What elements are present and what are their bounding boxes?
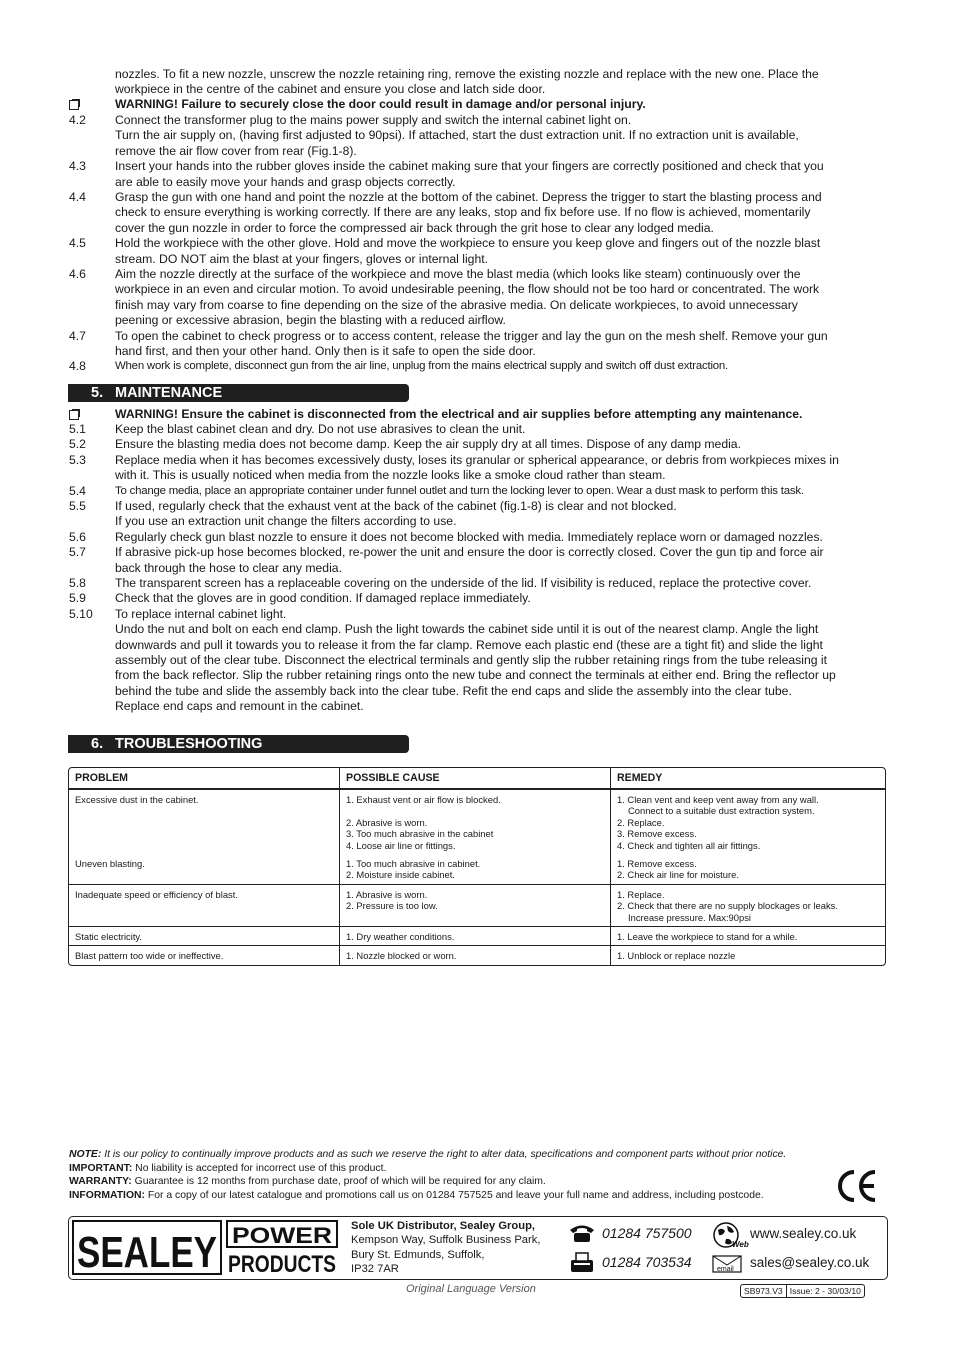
item-text-line: check to ensure everything is working correctly. If there are any leaks, stop and fix before use. If no flow is achieved, momentarily — [115, 205, 811, 220]
problem-cell — [69, 926, 339, 945]
item-number: 5.3 — [69, 452, 86, 467]
cell-line: Inadequate speed or efficiency of blast. — [75, 888, 238, 900]
remedy-cell — [610, 926, 885, 945]
cell-line: 2. Check air line for moisture. — [617, 869, 739, 881]
item-text-line: peening or excessive abrasion, begin the blasting with a reduced airflow. — [115, 313, 506, 328]
section-title: MAINTENANCE — [115, 385, 223, 401]
item-text-line: back through the hose to clear any media. — [115, 560, 342, 575]
item-text — [115, 499, 887, 530]
cell-line: 1. Replace. — [617, 888, 665, 900]
svg-text:POWER: POWER — [232, 1223, 333, 1248]
cell-line: Excessive dust in the cabinet. — [75, 794, 199, 805]
remedy-cell — [610, 945, 885, 964]
item-number: 4.2 — [69, 113, 86, 127]
cell-line: 1. Leave the workpiece to stand for a while. — [617, 931, 798, 943]
item-text — [115, 437, 887, 452]
item-text-line: assembly out of the clear tube. Disconnect the electrical terminals and gently slip the rubber retaining rings from the tube releasing it — [115, 653, 827, 668]
item-text-line: Turn the air supply on, (having first adjusted to 90psi). If attached, start the dust extraction unit. If no extraction unit is available, — [115, 128, 799, 143]
cell-line: Blast pattern too wide or ineffective. — [75, 950, 224, 962]
svg-text:Web: Web — [732, 1240, 749, 1249]
cell-line: 1. Clean vent and keep vent away from any wall. — [617, 794, 819, 805]
address-line: Kempson Way, Suffolk Business Park, — [351, 1234, 541, 1247]
item-text-line: To change media, place an appropriate container under funnel outlet and turn the locking lever to open. Wear a dust mask to perform this task. — [115, 484, 804, 497]
section-number: 5. — [91, 385, 104, 401]
cause-cell — [339, 945, 610, 964]
item-text-line: The transparent screen has a replaceable covering on the underside of the lid. If visibility is reduced, replace the protective cover. — [115, 576, 812, 590]
cause-cell — [339, 854, 610, 884]
item-text-line: downwards and pull it towards you to release it from the far clamp. Remove each plastic end (these are a tight fit) and slide the light — [115, 637, 823, 652]
cause-cell — [339, 884, 610, 926]
website-link[interactable]: www.sealey.co.uk — [750, 1226, 857, 1241]
item-text-line: If used, regularly check that the exhaust vent at the back of the cabinet (fig.1-8) is clear and not blocked. — [115, 499, 677, 513]
original-language-note: Original Language Version — [406, 1283, 536, 1295]
item-text-line: To replace internal cabinet light. — [115, 606, 287, 621]
fax-icon — [568, 1251, 596, 1273]
cell-line: 1. Unblock or replace nozzle — [617, 950, 736, 962]
item-text-line: Ensure the blasting media does not become damp. Keep the air supply dry at all times. Dispose of any damp media. — [115, 437, 741, 452]
item-text-line: Replace media when it has becomes excessively dusty, loses its granular or spherical appearance, or debris from workpieces mixes in — [115, 452, 839, 467]
item-text-line: Aim the nozzle directly at the surface of the workpiece and move the blast media (which looks like steam) continuously over the — [115, 267, 801, 281]
distributor-name: Sole UK Distributor, Sealey Group, — [351, 1220, 536, 1232]
item-number: 5.10 — [69, 606, 93, 621]
item-text — [115, 113, 887, 159]
item-text-line: Insert your hands into the rubber gloves inside the cabinet making sure that your fingers are correctly positioned and check that you — [115, 159, 824, 174]
cell-line: Uneven blasting. — [75, 858, 145, 870]
item-text-line: Grasp the gun with one hand and point the nozzle at the bottom of the cabinet. Depress the trigger to start the blasting process and — [115, 190, 822, 204]
notes-block — [69, 1148, 839, 1202]
item-text — [115, 159, 887, 190]
telephone-icon — [568, 1223, 596, 1243]
cell-line: Connect to a suitable dust extraction system. — [628, 805, 815, 817]
cell-line: 1. Nozzle blocked or worn. — [346, 950, 457, 962]
item-number: 5.9 — [69, 591, 86, 606]
cell-line: 1. Dry weather conditions. — [346, 931, 455, 943]
item-text-line: are able to easily move your hands and grasp objects correctly. — [115, 174, 456, 189]
item-text-line: from the back reflector. Slip the rubber retaining rings onto the new tube and connect the terminals at either end. Bring the reflector up — [115, 668, 836, 683]
svg-text:SEALEY: SEALEY — [77, 1228, 217, 1277]
item-text-line: behind the tube and slide the assembly back into the clear tube. Refit the end caps and slide the assembly into the clear tube. — [115, 683, 792, 698]
item-number: 5.8 — [69, 576, 86, 590]
section-number: 6. — [91, 736, 104, 752]
item-text-line: cover the gun nozzle in order to force the compressed air back through the grit hose to clear any lodged media. — [115, 220, 714, 235]
cell-line: 4. Loose air line or fittings. — [346, 839, 456, 851]
item-text-line: Keep the blast cabinet clean and dry. Do not use abrasives to clean the unit. — [115, 422, 526, 436]
distributor-address — [351, 1219, 540, 1277]
problem-cell — [69, 945, 339, 964]
item-number: 4.3 — [69, 159, 86, 174]
cell-line: 1. Remove excess. — [617, 858, 697, 870]
checkbox-bullet-icon — [69, 100, 79, 110]
note-line: NOTE: It is our policy to continually improve products and as such we reserve the right to alter data, specifications and component parts without prior notice. — [69, 1149, 787, 1160]
sealey-logo — [72, 1220, 222, 1275]
cell-line: 3. Too much abrasive in the cabinet — [346, 828, 494, 840]
cell-line — [346, 805, 604, 816]
item-number: 5.5 — [69, 499, 86, 513]
column-header-cause: POSSIBLE CAUSE — [339, 768, 610, 789]
warranty-line: WARRANTY: Guarantee is 12 months from purchase date, proof of which will be required for any claim. — [69, 1176, 546, 1187]
cell-line: 2. Moisture inside cabinet. — [346, 869, 455, 881]
item-number: 5.1 — [69, 422, 86, 436]
remedy-cell — [610, 884, 885, 926]
item-number: 4.5 — [69, 236, 86, 251]
item-text — [115, 267, 887, 329]
item-text-line: workpiece in an even and circular motion. To avoid undesirable peening, the flow should not be too hard or concentrated. The work — [115, 282, 820, 297]
maintenance-warning-text: WARNING! Ensure the cabinet is disconnected from the electrical and air supplies before attempting any maintenance. — [115, 407, 803, 421]
table-row — [69, 926, 885, 945]
item-text — [115, 545, 887, 576]
item-text-line: with it. This is usually noticed when media from the nozzle looks like a smoke cloud rather than steam. — [115, 468, 666, 483]
cell-line: 4. Check and tighten all air fittings. — [617, 839, 761, 851]
power-products-logo — [226, 1220, 338, 1278]
email-icon — [712, 1255, 742, 1273]
item-text-line: Undo the nut and bolt on each end clamp. Push the light towards the cabinet side until it is out of the nearest clamp. Angle the light — [115, 622, 819, 637]
remedy-cell — [610, 854, 885, 884]
table-header-row — [69, 768, 885, 789]
email-link[interactable]: sales@sealey.co.uk — [750, 1255, 870, 1270]
problem-cell — [69, 884, 339, 926]
column-header-problem: PROBLEM — [69, 768, 339, 789]
remedy-cell — [610, 789, 885, 854]
cell-line: 3. Remove excess. — [617, 828, 697, 840]
item-text — [115, 359, 887, 374]
address-line: IP32 7AR — [351, 1263, 399, 1276]
table-row — [69, 945, 885, 964]
item-text-line: remove the air flow cover from rear (Fig.1-8). — [115, 143, 357, 158]
operation-warning-text: WARNING! Failure to securely close the door could result in damage and/or personal injury. — [115, 97, 646, 111]
fax-number[interactable]: 01284 703534 — [602, 1254, 692, 1270]
section-header-maintenance — [68, 384, 409, 402]
section-title: TROUBLESHOOTING — [115, 736, 263, 752]
document-code: SB973.V3 — [744, 1286, 783, 1296]
table-row — [69, 789, 885, 854]
intro-line: workpiece in the centre of the cabinet and ensure you close and latch side door. — [115, 82, 546, 97]
item-text-line: finish may vary from coarse to fine depending on the size of the abrasive media. On delicate workpieces, to avoid unnecessary — [115, 297, 798, 312]
svg-text:PRODUCTS: PRODUCTS — [228, 1251, 336, 1278]
item-text-line: stream. DO NOT aim the blast at your fingers, gloves or internal light. — [115, 251, 488, 266]
item-text-line: To open the cabinet to check progress or to access content, release the trigger and lay the gun on the mesh shelf. Remove your gun — [115, 328, 828, 343]
checkbox-bullet-icon — [69, 410, 79, 420]
problem-cell — [69, 789, 339, 854]
section-header-troubleshooting — [68, 735, 409, 753]
cell-line: Static electricity. — [75, 931, 143, 943]
intro-line: nozzles. To fit a new nozzle, unscrew the nozzle retaining ring, remove the existing nozzle and replace with the new one. Place the — [115, 67, 819, 81]
item-number: 4.8 — [69, 359, 86, 374]
item-number: 4.6 — [69, 267, 86, 281]
web-globe-icon — [712, 1221, 748, 1249]
important-line: IMPORTANT: No liability is accepted for incorrect use of this product. — [69, 1162, 387, 1174]
item-text-line: Connect the transformer plug to the mains power supply and switch the internal cabinet light on. — [115, 113, 632, 127]
cause-cell — [339, 926, 610, 945]
item-text-line: Hold the workpiece with the other glove. Hold and move the workpiece to ensure you keep glove and fingers out of the nozzle blast — [115, 236, 821, 251]
item-text — [115, 190, 887, 236]
item-text-line: hand first, and then your other hand. Only then is it safe to open the side door. — [115, 344, 536, 358]
information-line: INFORMATION: For a copy of our latest catalogue and promotions call us on 01284 757525 and leave your full name and address, including postcode. — [69, 1189, 764, 1201]
cause-cell — [339, 789, 610, 854]
item-text — [115, 329, 887, 360]
item-number: 4.4 — [69, 190, 86, 204]
item-number: 5.6 — [69, 529, 86, 544]
cell-line: 2. Replace. — [617, 816, 665, 828]
cell-line: 2. Abrasive is worn. — [346, 816, 428, 828]
item-text — [115, 422, 887, 437]
item-text-line: Regularly check gun blast nozzle to ensure it does not become blocked with media. Immediately replace worn or damaged nozzles. — [115, 529, 823, 544]
troubleshooting-body — [69, 789, 885, 965]
cell-line: Increase pressure. Max:90psi — [628, 911, 751, 923]
item-text-line: If you use an extraction unit change the filters according to use. — [115, 514, 457, 529]
cell-line: 1. Exhaust vent or air flow is blocked. — [346, 794, 501, 805]
item-number: 5.2 — [69, 437, 86, 452]
item-text — [115, 576, 887, 591]
item-text-line: When work is complete, disconnect gun from the air line, unplug from the mains electrical supply and switch off dust extraction. — [115, 360, 729, 373]
item-number: 5.4 — [69, 483, 86, 498]
item-text — [115, 484, 887, 499]
item-number: 5.7 — [69, 545, 86, 560]
cell-line: 2. Pressure is too low. — [346, 900, 438, 912]
cell-line: 1. Too much abrasive in cabinet. — [346, 858, 481, 870]
item-text — [115, 591, 887, 606]
cell-line: 1. Abrasive is worn. — [346, 888, 428, 900]
address-line: Bury St. Edmunds, Suffolk, — [351, 1248, 485, 1261]
footer-box — [68, 1216, 888, 1280]
item-text-line: Check that the gloves are in good condition. If damaged replace immediately. — [115, 591, 531, 606]
item-text — [115, 236, 887, 267]
table-row — [69, 854, 885, 884]
svg-text:email: email — [717, 1266, 734, 1273]
item-number: 4.7 — [69, 328, 86, 343]
issue-date: Issue: 2 - 30/03/10 — [789, 1286, 861, 1296]
ce-mark-icon — [835, 1168, 879, 1204]
item-text-line: Replace end caps and remount in the cabinet. — [115, 699, 364, 714]
item-text-line: If abrasive pick-up hose becomes blocked, re-power the unit and ensure the door is correctly closed. Cover the gun tip and force air — [115, 545, 824, 560]
problem-cell — [69, 854, 339, 884]
column-header-remedy: REMEDY — [610, 768, 885, 789]
phone-number[interactable]: 01284 757500 — [602, 1225, 692, 1241]
troubleshooting-table — [68, 767, 886, 966]
document-code-box — [740, 1284, 865, 1298]
table-row — [69, 884, 885, 926]
item-text — [115, 530, 887, 545]
item-text — [115, 607, 887, 715]
cell-line: 2. Check that there are no supply blockages or leaks. — [617, 900, 838, 912]
item-text — [115, 453, 887, 484]
